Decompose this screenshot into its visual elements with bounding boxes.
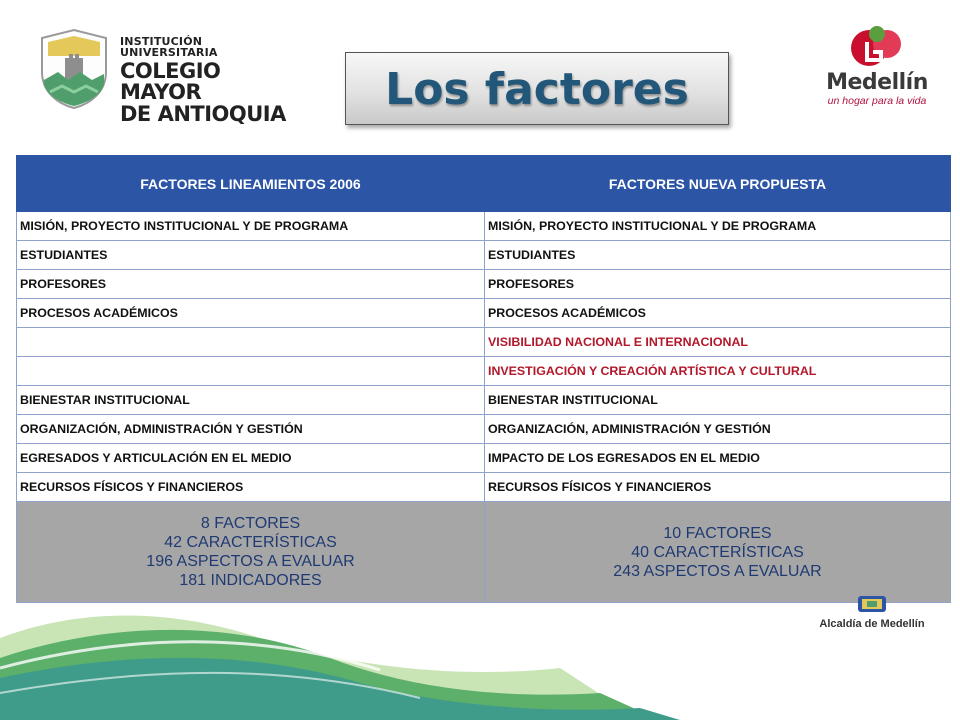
- summary-right-characteristics: 40 CARACTERÍSTICAS: [631, 543, 804, 561]
- slide-title-box: [345, 52, 729, 125]
- medellin-mark-icon: [847, 24, 907, 72]
- medellin-name: Medellín: [826, 70, 928, 95]
- cell-right: BIENESTAR INSTITUCIONAL: [485, 386, 951, 415]
- summary-left-factors: 8 FACTORES: [200, 515, 301, 532]
- cell-left-empty: [17, 357, 485, 386]
- summary-right-factors: 10 FACTORES: [663, 524, 772, 542]
- cell-right: MISIÓN, PROYECTO INSTITUCIONAL Y DE PROGRAMA: [485, 212, 951, 241]
- summary-left-aspects: 196 ASPECTOS A EVALUAR: [146, 553, 355, 570]
- cell-right: PROFESORES: [485, 270, 951, 299]
- cell-right: PROCESOS ACADÉMICOS: [485, 299, 951, 328]
- summary-right: [485, 502, 951, 603]
- table-header-row: [17, 156, 951, 212]
- table-row: [17, 473, 951, 502]
- table-row: [17, 357, 951, 386]
- summary-right-aspects: 243 ASPECTOS A EVALUAR: [613, 562, 822, 580]
- medellin-logo: [818, 24, 936, 124]
- shield-icon: [38, 28, 110, 110]
- table-row: [17, 328, 951, 357]
- cell-right-new-factor: INVESTIGACIÓN Y CREACIÓN ARTÍSTICA Y CULTURAL: [485, 357, 951, 386]
- table-row: [17, 386, 951, 415]
- cell-left: PROCESOS ACADÉMICOS: [17, 299, 485, 328]
- alcaldia-name: Alcaldía de Medellín: [819, 618, 925, 630]
- summary-left-characteristics: 42 CARACTERÍSTICAS: [164, 534, 337, 551]
- slide-title: Los factores: [385, 64, 689, 115]
- cell-left: ORGANIZACIÓN, ADMINISTRACIÓN Y GESTIÓN: [17, 415, 485, 444]
- table-row: [17, 270, 951, 299]
- table-row: [17, 212, 951, 241]
- header-nueva-propuesta: FACTORES NUEVA PROPUESTA: [485, 156, 951, 212]
- table-row: [17, 299, 951, 328]
- institution-line-2: COLEGIO MAYOR: [120, 59, 221, 104]
- cell-right: ESTUDIANTES: [485, 241, 951, 270]
- cell-left: PROFESORES: [17, 270, 485, 299]
- institution-logo: [38, 28, 298, 126]
- cell-left: ESTUDIANTES: [17, 241, 485, 270]
- cell-right: ORGANIZACIÓN, ADMINISTRACIÓN Y GESTIÓN: [485, 415, 951, 444]
- summary-row: [17, 502, 951, 603]
- table-row: [17, 444, 951, 473]
- institution-line-3: DE ANTIOQUIA: [120, 102, 286, 126]
- cell-left: RECURSOS FÍSICOS Y FINANCIEROS: [17, 473, 485, 502]
- table-row: [17, 415, 951, 444]
- cell-left: BIENESTAR INSTITUCIONAL: [17, 386, 485, 415]
- cell-left: MISIÓN, PROYECTO INSTITUCIONAL Y DE PROGRAMA: [17, 212, 485, 241]
- cell-left-empty: [17, 328, 485, 357]
- institution-line-1: INSTITUCIÓN UNIVERSITARIA: [120, 35, 218, 59]
- summary-left: [17, 502, 485, 603]
- medellin-slogan: un hogar para la vida: [827, 95, 927, 107]
- header-lineamientos-2006: FACTORES LINEAMIENTOS 2006: [17, 156, 485, 212]
- table-row: [17, 241, 951, 270]
- cell-right: IMPACTO DE LOS EGRESADOS EN EL MEDIO: [485, 444, 951, 473]
- coat-of-arms-icon: [855, 594, 889, 614]
- cell-right-new-factor: VISIBILIDAD NACIONAL E INTERNACIONAL: [485, 328, 951, 357]
- alcaldia-logo: [806, 594, 938, 630]
- cell-right: RECURSOS FÍSICOS Y FINANCIEROS: [485, 473, 951, 502]
- summary-left-indicators: 181 INDICADORES: [179, 572, 322, 589]
- cell-left: EGRESADOS Y ARTICULACIÓN EN EL MEDIO: [17, 444, 485, 473]
- factors-table: [16, 155, 951, 603]
